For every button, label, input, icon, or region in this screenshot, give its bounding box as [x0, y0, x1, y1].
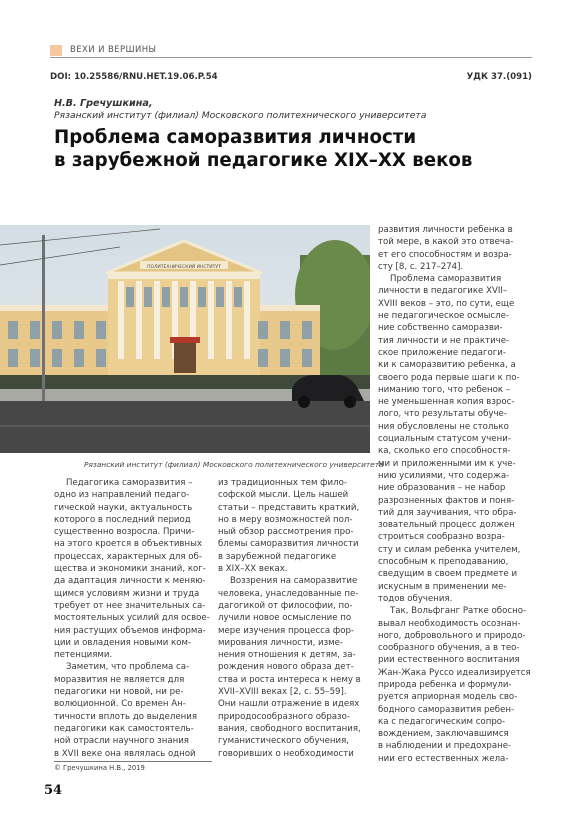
title-line: Проблема саморазвития личности: [54, 127, 417, 148]
text-line: ции и овладения новыми ком-: [54, 637, 192, 648]
text-line: из традиционных тем фило-: [218, 478, 347, 488]
text-line: волюционной. Со времен Ан-: [54, 699, 186, 710]
text-line: Они нашли отражение в идеях: [218, 699, 360, 710]
text-line: личности в педагогике XVII–: [378, 286, 508, 297]
footnote-rule: [54, 761, 212, 762]
text-line: мирования личности, изме-: [218, 637, 344, 648]
text-line: педагогики ни новой, ни ре-: [54, 687, 184, 698]
text-line: XVII–XVIII веках [2, с. 55–59].: [218, 687, 347, 698]
facade-sign: ПОЛИТЕХНИЧЕСКИЙ ИНСТИТУТ: [147, 265, 221, 270]
text-line: моразвития не является для: [54, 674, 185, 685]
text-line: своего рода первые шаги к по-: [378, 372, 520, 383]
text-line: гической науки, актуальность: [54, 502, 193, 513]
text-line: сту и силам ребенка учителем,: [378, 544, 521, 555]
text-column-3: [378, 224, 538, 765]
building-photo: [0, 225, 370, 453]
text-line: ет его способностям и возра-: [378, 249, 512, 260]
author-affiliation: Рязанский институт (филиал) Московского политехнического университета: [54, 110, 427, 121]
text-line: нения отношения к детям, за-: [218, 650, 356, 661]
building-illustration: [0, 225, 370, 453]
text-line: способным к преподаванию,: [378, 557, 509, 568]
text-line: гуманистического обучения,: [218, 736, 350, 747]
text-column-2: [218, 477, 370, 760]
text-line: социальным статусом учени-: [378, 434, 511, 445]
text-line: Проблема саморазвития: [390, 274, 502, 285]
text-line: ния растущих объемов информа-: [54, 625, 206, 636]
text-line: рии естественного воспитания: [378, 655, 520, 666]
text-line: нию усилиями, что содержа-: [378, 470, 510, 481]
text-line: ниманию того, что ребенок –: [378, 384, 511, 395]
text-line: ного, добровольного и природо-: [378, 630, 526, 641]
text-line: строиться сообразно возра-: [378, 532, 505, 543]
text-line: тия личности и не практиче-: [378, 335, 510, 346]
text-line: в XVII веке она являлась одной: [54, 748, 196, 759]
text-line: вывал необходимость осознан-: [378, 618, 521, 629]
text-line: щества и экономики знаний, ког-: [54, 564, 206, 575]
text-line: Заметим, что проблема са-: [66, 662, 190, 673]
text-line: на этого кроется в объективных: [54, 539, 202, 550]
doi[interactable]: DOI: 10.25586/RNU.HET.19.06.P.54: [50, 72, 218, 82]
text-line: Жан-Жака Руссо идеализируется: [378, 667, 531, 678]
text-line: одно из направлений педаго-: [54, 490, 190, 501]
text-line: Воззрения на саморазвитие: [230, 576, 358, 587]
text-line: блемы саморазвития личности: [218, 539, 359, 550]
text-line: мостоятельных усилий для освое-: [54, 613, 210, 624]
text-line: ское приложение педагоги-: [378, 347, 506, 358]
text-line: статьи – представить краткий,: [218, 502, 360, 513]
header-rule: [50, 57, 532, 58]
section-header: [50, 43, 532, 57]
text-line: петенциями.: [54, 650, 113, 661]
text-line: вания, свободного воспитания,: [218, 723, 361, 734]
text-line: но в меру возможностей пол-: [218, 514, 353, 525]
text-line: Педагогика саморазвития –: [66, 478, 193, 488]
text-line: той мере, в какой это отвеча-: [378, 237, 514, 248]
text-line: существенно возросла. Причи-: [54, 527, 195, 538]
text-line: тий для заучивания, что обра-: [378, 507, 517, 518]
text-line: нии его естественных жела-: [378, 753, 509, 764]
udk-code: УДК 37.(091): [466, 72, 532, 82]
text-line: да адаптация личности к меняю-: [54, 576, 206, 587]
photo-caption: Рязанский институт (филиал) Московского политехнического университета: [84, 460, 384, 469]
author-name: Н.В. Гречушкина,: [54, 98, 153, 109]
text-line: мере изучения процесса фор-: [218, 625, 355, 636]
text-line: которого в последний период: [54, 514, 191, 525]
text-line: педагогики как самостоятель-: [54, 723, 194, 734]
text-line: ка, сколько его способностя-: [378, 446, 511, 457]
text-line: сту [8, с. 217–274].: [378, 261, 464, 272]
text-line: развития личности ребенка в: [378, 225, 513, 235]
text-line: ный обзор рассмотрения про-: [218, 527, 354, 538]
text-line: в XIX–XX веках.: [218, 564, 288, 575]
page-number: 54: [44, 783, 63, 798]
text-line: требует от нее значительных са-: [54, 600, 206, 611]
title-line: в зарубежной педагогике XIX–XX веков: [54, 150, 473, 171]
text-line: тичности вплоть до выделения: [54, 711, 197, 722]
text-line: в зарубежной педагогике: [218, 551, 337, 562]
text-line: в наблюдении и предохране-: [378, 741, 512, 752]
text-line: руется априорная модель сво-: [378, 692, 518, 703]
text-line: тодов обучения.: [378, 593, 453, 604]
text-column-1: [54, 477, 212, 760]
text-line: ми и приложенными им к уче-: [378, 458, 516, 469]
section-marker: [50, 45, 62, 56]
text-line: искусным в применении ме-: [378, 581, 507, 592]
text-line: разрозненных фактов и поня-: [378, 495, 515, 506]
text-line: вождением, заключавшимся: [378, 729, 509, 740]
text-line: человека, унаследованные пе-: [218, 588, 359, 599]
text-line: зовательный процесс должен: [378, 520, 515, 531]
text-line: софской мысли. Цель нашей: [218, 490, 349, 501]
text-line: ки к саморазвитию ребенка, а: [378, 360, 516, 371]
text-line: сообразного обучения, а в тео-: [378, 643, 520, 654]
text-line: природа ребенка и формули-: [378, 679, 512, 690]
text-line: щимся условиям жизни и труда: [54, 588, 200, 599]
article-title: [54, 126, 534, 172]
text-line: ства и роста интереса к нему в: [218, 674, 361, 685]
text-line: бодного саморазвития ребен-: [378, 704, 515, 715]
text-line: ка с педагогическим сопро-: [378, 716, 506, 727]
section-title: ВЕХИ И ВЕРШИНЫ: [70, 45, 157, 55]
text-line: не педагогическое осмысле-: [378, 311, 510, 322]
text-line: процессах, характерных для об-: [54, 551, 202, 562]
text-line: лучили новое осмысление по: [218, 613, 352, 624]
text-line: не уменьшенная копия взрос-: [378, 397, 515, 408]
text-line: ние собственно саморазви-: [378, 323, 503, 334]
text-line: ной отрасли научного знания: [54, 736, 189, 747]
copyright-footnote: © Гречушкина Н.В., 2019: [54, 764, 145, 772]
text-line: XVIII веков – это, по сути, еще: [378, 298, 515, 309]
text-line: рождения нового образа дет-: [218, 662, 354, 673]
text-line: лого, что результаты обуче-: [378, 409, 507, 420]
text-line: ние образования – не набор: [378, 483, 506, 494]
text-line: природосообразного образо-: [218, 711, 350, 722]
text-line: говоривших о необходимости: [218, 748, 354, 759]
text-line: дагогикой от философии, по-: [218, 600, 353, 611]
text-line: сведущим в своем предмете и: [378, 569, 518, 580]
text-line: ния обусловлены не столько: [378, 421, 509, 432]
text-line: Так, Вольфганг Ратке обосно-: [390, 606, 527, 617]
